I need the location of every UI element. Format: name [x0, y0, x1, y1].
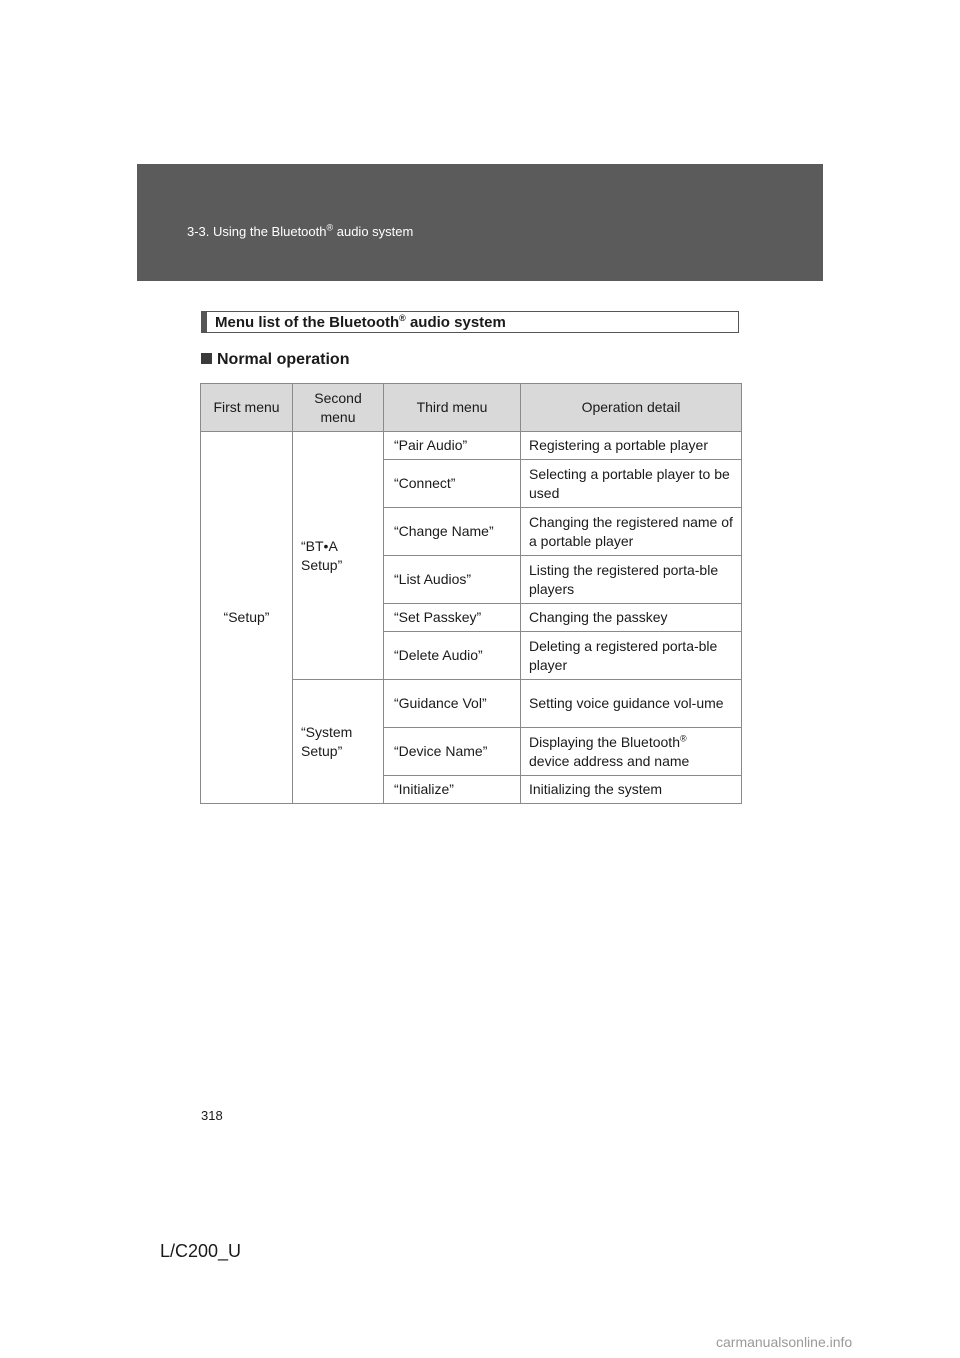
operation-detail-cell: Deleting a registered porta-ble player [521, 632, 742, 680]
operation-detail-cell: Initializing the system [521, 776, 742, 804]
second-menu-cell: “System Setup” [293, 680, 384, 804]
section-title: 3-3. Using the Bluetooth® audio system [187, 222, 414, 239]
column-header-operation-detail: Operation detail [521, 384, 742, 432]
table-header-row [201, 384, 742, 432]
column-header-first-menu: First menu [201, 384, 293, 432]
menu-list-heading-text: Menu list of the Bluetooth® audio system [215, 313, 506, 331]
third-menu-cell: “Pair Audio” [384, 432, 521, 460]
third-menu-cell: “Set Passkey” [384, 604, 521, 632]
third-menu-cell: “Change Name” [384, 508, 521, 556]
section-header-band [137, 164, 823, 281]
page-number: 318 [201, 1108, 223, 1123]
third-menu-cell: “Initialize” [384, 776, 521, 804]
column-header-third-menu: Third menu [384, 384, 521, 432]
column-header-second-menu: Second menu [293, 384, 384, 432]
operation-detail-cell: Displaying the Bluetooth® device address and name [521, 728, 742, 776]
second-menu-cell: “BT•A Setup” [293, 432, 384, 680]
footer-model-code: L/C200_U [160, 1241, 242, 1261]
operation-detail-cell: Registering a portable player [521, 432, 742, 460]
operation-detail-cell: Changing the passkey [521, 604, 742, 632]
third-menu-cell: “Connect” [384, 460, 521, 508]
normal-operation-subheading: Normal operation [201, 351, 349, 369]
operation-detail-cell: Listing the registered porta-ble players [521, 556, 742, 604]
heading-accent-bar [202, 312, 207, 332]
menu-list-heading [201, 311, 739, 333]
first-menu-cell: “Setup” [201, 432, 293, 804]
third-menu-cell: “Guidance Vol” [384, 680, 521, 728]
operation-detail-cell: Changing the registered name of a portable player [521, 508, 742, 556]
menu-list-table [200, 383, 742, 804]
operation-detail-cell: Selecting a portable player to be used [521, 460, 742, 508]
watermark-link[interactable]: carmanualsonline.info [716, 1334, 853, 1350]
third-menu-cell: “Delete Audio” [384, 632, 521, 680]
square-bullet-icon [201, 353, 212, 364]
third-menu-cell: “Device Name” [384, 728, 521, 776]
table-row [201, 432, 742, 460]
third-menu-cell: “List Audios” [384, 556, 521, 604]
operation-detail-cell: Setting voice guidance vol-ume [521, 680, 742, 728]
